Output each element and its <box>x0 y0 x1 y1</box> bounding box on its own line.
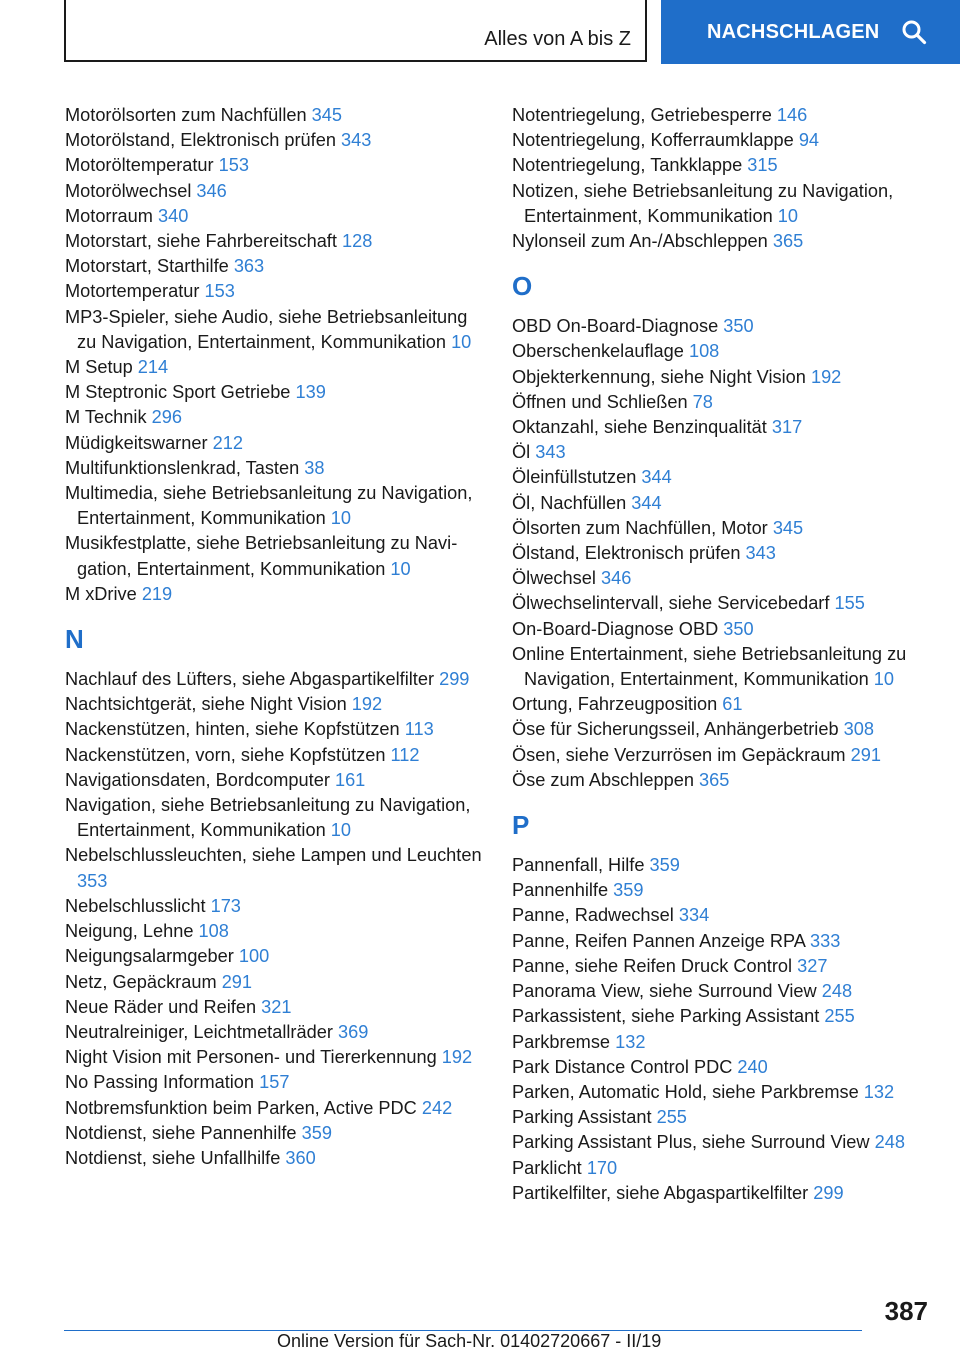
index-entry <box>512 1080 942 1105</box>
index-page-link[interactable]: 10 <box>873 669 895 690</box>
index-page-link[interactable]: 345 <box>772 517 804 538</box>
index-entry <box>512 1181 942 1206</box>
index-page-link[interactable]: 350 <box>723 618 754 639</box>
index-entry <box>65 204 490 229</box>
index-page-link[interactable]: 192 <box>441 1047 473 1068</box>
index-page-link[interactable]: 317 <box>771 417 803 438</box>
index-entry <box>65 1070 490 1095</box>
index-page-link[interactable]: 100 <box>238 946 270 967</box>
index-entry-text: Multifunktionslenkrad, Tasten <box>65 457 300 478</box>
index-letter-heading: N <box>65 624 84 655</box>
index-page-link[interactable]: 343 <box>535 442 566 463</box>
index-entry <box>512 314 942 339</box>
index-page-link[interactable]: 344 <box>641 467 672 488</box>
index-entry-text: No Passing Information <box>65 1072 255 1093</box>
index-page-link[interactable]: 353 <box>77 870 108 891</box>
index-page-link[interactable]: 61 <box>722 694 743 715</box>
index-entry <box>65 431 490 456</box>
index-entry <box>65 995 490 1020</box>
index-page-link[interactable]: 363 <box>233 256 265 277</box>
index-entry <box>65 1121 490 1146</box>
index-page-link[interactable]: 108 <box>198 921 229 942</box>
index-page-link[interactable]: 153 <box>218 155 250 176</box>
index-page-link[interactable]: 345 <box>311 105 343 125</box>
index-entry <box>512 179 942 229</box>
index-entry-text: Öse zum Abschleppen <box>512 769 694 790</box>
index-page-link[interactable]: 128 <box>341 231 373 252</box>
index-entry <box>65 743 490 768</box>
index-page-link[interactable]: 291 <box>850 744 882 765</box>
index-entry <box>512 743 942 768</box>
index-page-link[interactable]: 359 <box>613 880 644 901</box>
index-page-link[interactable]: 132 <box>615 1031 646 1052</box>
index-entry <box>65 919 490 944</box>
index-entry-text: Parking Assistant <box>512 1107 652 1128</box>
index-page-link[interactable]: 315 <box>747 155 778 176</box>
index-page-link[interactable]: 346 <box>600 568 632 589</box>
index-entry <box>65 481 490 531</box>
index-entry <box>65 970 490 995</box>
index-entry <box>65 793 490 843</box>
index-entry-text: Parkbremse <box>512 1031 611 1052</box>
index-entry-text: M Setup <box>65 357 133 378</box>
index-page-link[interactable]: 333 <box>809 930 841 951</box>
index-entry <box>65 1096 490 1121</box>
index-entry-text: Nylonseil zum An-/Abschleppen <box>512 231 768 252</box>
index-entry-text: M xDrive <box>65 583 137 604</box>
index-page-link[interactable]: 94 <box>798 130 820 151</box>
index-entry-text: Notentriegelung, Tankklappe <box>512 155 743 176</box>
index-entry <box>512 415 942 440</box>
index-entry-text: Parkassistent, siehe Parking Assistant <box>512 1006 820 1027</box>
index-entry-text: Ölsorten zum Nachfüllen, Motor <box>512 517 768 538</box>
index-page-link[interactable]: 255 <box>824 1006 855 1027</box>
header-section-box <box>64 0 647 62</box>
index-entry <box>65 153 490 178</box>
index-entry-text: Ölwechsel <box>512 568 596 589</box>
index-entry-text: Motorölsorten zum Nachfüllen <box>65 105 307 125</box>
index-page-link[interactable]: 248 <box>821 981 853 1002</box>
index-entry <box>65 582 490 607</box>
index-page-link[interactable]: 299 <box>813 1182 844 1203</box>
index-entry-text: Panne, siehe Reifen Druck Control <box>512 955 793 976</box>
index-page-link[interactable]: 146 <box>776 105 808 125</box>
index-entry <box>512 1156 942 1181</box>
index-page-link[interactable]: 155 <box>834 593 865 614</box>
index-entry <box>65 380 490 405</box>
index-page-link[interactable]: 113 <box>404 719 434 740</box>
index-entry-text: Pannenhilfe <box>512 880 609 901</box>
index-entry <box>512 617 942 642</box>
index-entry-text: Motortemperatur <box>65 281 200 302</box>
index-entry-text: Night Vision mit Personen- und Tiererkennung <box>65 1047 437 1068</box>
index-entry-text: Öl <box>512 442 531 463</box>
index-page-link[interactable]: 112 <box>390 744 420 765</box>
index-entry-text: Navigationsdaten, Bordcomputer <box>65 769 330 790</box>
section-title: Alles von A bis Z <box>484 28 631 50</box>
index-entry <box>512 440 942 465</box>
index-entry <box>512 692 942 717</box>
index-entry <box>512 642 942 692</box>
index-entry-text: Ösen, siehe Verzurrösen im Gepäckraum <box>512 744 846 765</box>
index-letter-heading: O <box>512 271 533 302</box>
index-entry-text: Notentriegelung, Kofferraumklappe <box>512 130 794 151</box>
index-page-link[interactable]: 10 <box>777 205 798 226</box>
index-entry <box>512 1004 942 1029</box>
index-entry <box>512 1130 942 1155</box>
online-version-label: Online Version für Sach-Nr. 01402720667 - II/19 <box>277 1331 662 1351</box>
index-entry-text: Öl, Nachfüllen <box>512 492 627 513</box>
index-entry-text: M Steptronic Sport Getriebe <box>65 382 291 403</box>
index-page-link[interactable]: 10 <box>390 558 411 579</box>
index-entry-text: Notdienst, siehe Unfallhilfe <box>65 1147 281 1168</box>
index-page-link[interactable]: 344 <box>631 492 662 513</box>
index-entry <box>512 979 942 1004</box>
index-letter-heading: P <box>512 810 530 841</box>
index-entry-text: Navigation, siehe Betriebsanleitung zu Navigation, Entertainment, Kommunikation <box>65 795 471 841</box>
search-icon[interactable] <box>901 19 927 45</box>
index-page-link[interactable]: 240 <box>737 1056 768 1077</box>
index-page-link[interactable]: 10 <box>451 331 472 352</box>
index-entry <box>512 541 942 566</box>
index-entry-text: Neue Räder und Reifen <box>65 996 257 1017</box>
index-entry <box>512 878 942 903</box>
index-entry-text: Objekterkennung, siehe Night Vision <box>512 366 806 387</box>
index-entry-text: Ortung, Fahrzeugposition <box>512 694 718 715</box>
index-entry <box>512 153 942 178</box>
index-page-link[interactable]: 255 <box>656 1107 687 1128</box>
index-entry <box>512 853 942 878</box>
index-entry-text: Nebelschlusslicht <box>65 895 206 916</box>
index-entry-text: Neigung, Lehne <box>65 921 194 942</box>
index-entry-text: Panne, Reifen Pannen Anzeige RPA <box>512 930 805 951</box>
tab-nachschlagen[interactable] <box>661 0 960 64</box>
index-page-link[interactable]: 369 <box>337 1021 369 1042</box>
index-entry-text: Multimedia, siehe Betriebsanleitung zu Navigation, Entertainment, Kommunikation <box>65 483 473 529</box>
index-entry-text: Pannenfall, Hilfe <box>512 855 645 876</box>
index-page-link[interactable]: 343 <box>745 543 776 564</box>
index-entry <box>65 103 490 128</box>
index-entry-text: Motorstart, Starthilfe <box>65 256 229 277</box>
index-entry-text: Motorölstand, Elektronisch prüfen <box>65 130 336 151</box>
index-entry <box>512 339 942 364</box>
index-entry <box>65 279 490 304</box>
index-entry-text: Nebelschlussleuchten, siehe Lampen und Leuchten <box>65 845 482 866</box>
index-page-link[interactable]: 153 <box>204 281 235 302</box>
index-page-link[interactable]: 350 <box>723 316 754 337</box>
index-entry-text: Partikelfilter, siehe Abgaspartikelfilter <box>512 1182 809 1203</box>
index-entry <box>65 944 490 969</box>
page-number: 387 <box>884 1296 928 1326</box>
index-page-link[interactable]: 219 <box>141 583 173 604</box>
index-entry <box>65 1020 490 1045</box>
index-entry <box>65 405 490 430</box>
index-page-link[interactable]: 359 <box>649 855 680 876</box>
index-page-link[interactable]: 214 <box>137 357 169 378</box>
index-entry-text: OBD On-Board-Diagnose <box>512 316 719 337</box>
index-entry-text: Park Distance Control PDC <box>512 1056 733 1077</box>
index-entry-text: Nackenstützen, hinten, siehe Kopfstützen <box>65 719 400 740</box>
index-entry-text: Öse für Sicherungsseil, Anhängerbetrieb <box>512 719 839 740</box>
index-page-link[interactable]: 139 <box>295 382 326 403</box>
index-entry-text: Neigungsalarmgeber <box>65 946 234 967</box>
index-entry-text: Panne, Radwechsel <box>512 905 674 926</box>
index-entry-text: Oberschenkelauflage <box>512 341 684 362</box>
index-entry <box>512 1055 942 1080</box>
index-entry <box>65 768 490 793</box>
index-page-link[interactable]: 334 <box>678 905 710 926</box>
index-entry <box>65 1045 490 1070</box>
index-entry <box>512 929 942 954</box>
index-entry-text: Nachlauf des Lüfters, siehe Abgaspartikelfilter <box>65 669 435 690</box>
index-entry-text: Panorama View, siehe Surround View <box>512 981 817 1002</box>
index-entry-text: MP3-Spieler, siehe Audio, siehe Betriebsanleitung zu Navigation, Entertainment, Kommunikation <box>65 306 468 352</box>
index-page-link[interactable]: 360 <box>285 1147 316 1168</box>
index-entry <box>512 365 942 390</box>
index-entry-text: Parken, Automatic Hold, siehe Parkbremse <box>512 1081 859 1102</box>
index-page-link[interactable]: 296 <box>151 407 182 428</box>
index-entry-text: Motoröltemperatur <box>65 155 214 176</box>
index-entry-text: Motorstart, siehe Fahrbereitschaft <box>65 231 337 252</box>
index-entry <box>65 305 490 355</box>
index-entry-text: Parking Assistant Plus, siehe Surround View <box>512 1132 870 1153</box>
index-page-link[interactable]: 192 <box>351 694 383 715</box>
index-entry-text: Online Entertainment, siehe Betriebsanleitung zu Navigation, Entertainment, Kommunikation <box>512 643 907 690</box>
index-entry <box>512 717 942 742</box>
index-entry-text: Notizen, siehe Betriebsanleitung zu Navigation, Entertainment, Kommunikation <box>512 180 894 226</box>
index-entry <box>65 531 490 581</box>
index-entry-text: Oktanzahl, siehe Benzinqualität <box>512 417 767 438</box>
index-entry <box>65 229 490 254</box>
index-page-link[interactable]: 108 <box>688 341 720 362</box>
index-page-link[interactable]: 321 <box>261 996 292 1017</box>
tab-label: NACHSCHLAGEN <box>707 20 880 43</box>
index-entry-text: On-Board-Diagnose OBD <box>512 618 719 639</box>
index-entry-text: Öleinfüllstutzen <box>512 467 637 488</box>
index-page-link[interactable]: 365 <box>772 231 804 252</box>
index-entry <box>65 843 490 893</box>
index-entry-text: Ölstand, Elektronisch prüfen <box>512 543 741 564</box>
index-page-link[interactable]: 242 <box>421 1097 453 1118</box>
index-entry-text: M Technik <box>65 407 147 428</box>
index-page-link[interactable]: 291 <box>221 971 253 992</box>
index-entry <box>65 254 490 279</box>
index-entry-text: Nachtsichtgerät, siehe Night Vision <box>65 694 347 715</box>
index-entry-text: Motorölwechsel <box>65 180 192 201</box>
index-page-link[interactable]: 10 <box>330 820 351 841</box>
index-column-right <box>512 103 942 1206</box>
index-page-link[interactable]: 343 <box>341 130 372 151</box>
index-entry <box>512 465 942 490</box>
index-page-link[interactable]: 308 <box>843 719 874 740</box>
index-entry <box>512 103 942 128</box>
index-entry <box>65 355 490 380</box>
index-entry <box>65 128 490 153</box>
index-page-link[interactable]: 173 <box>210 895 241 916</box>
index-page-link[interactable]: 248 <box>874 1132 905 1153</box>
index-entry-text: Motorraum <box>65 205 153 226</box>
index-page-link[interactable]: 38 <box>304 457 325 478</box>
index-page-link[interactable]: 340 <box>158 205 189 226</box>
index-column-left <box>65 103 490 1171</box>
index-entry-text: Müdigkeitswarner <box>65 432 208 453</box>
index-entry <box>65 1146 490 1171</box>
index-page-link[interactable]: 170 <box>586 1157 618 1178</box>
index-page-link[interactable]: 78 <box>692 391 713 412</box>
index-entry-text: Öffnen und Schließen <box>512 391 688 412</box>
index-entry-text: Netz, Gepäckraum <box>65 971 217 992</box>
index-page-link[interactable]: 192 <box>810 366 842 387</box>
index-page-link[interactable]: 161 <box>334 769 366 790</box>
index-entry <box>512 491 942 516</box>
index-entry-text: Ölwechselintervall, siehe Servicebedarf <box>512 593 830 614</box>
index-page-link[interactable]: 299 <box>439 669 470 690</box>
index-entry <box>65 179 490 204</box>
index-page-link[interactable]: 157 <box>259 1072 290 1093</box>
index-entry <box>512 903 942 928</box>
index-page-link[interactable]: 10 <box>330 508 351 529</box>
index-page-link[interactable]: 212 <box>212 432 243 453</box>
index-page-link[interactable]: 132 <box>863 1081 895 1102</box>
index-entry <box>65 692 490 717</box>
index-entry <box>512 390 942 415</box>
index-entry-text: Nackenstützen, vorn, siehe Kopfstützen <box>65 744 386 765</box>
index-entry <box>65 667 490 692</box>
index-entry <box>512 128 942 153</box>
index-entry <box>512 1030 942 1055</box>
index-entry <box>65 717 490 742</box>
index-entry-text: Parklicht <box>512 1157 582 1178</box>
index-entry-text: Notbremsfunktion beim Parken, Active PDC <box>65 1097 417 1118</box>
index-entry <box>512 516 942 541</box>
index-entry <box>512 591 942 616</box>
index-entry <box>512 566 942 591</box>
index-page-link[interactable]: 359 <box>301 1122 332 1143</box>
index-page-link[interactable]: 346 <box>196 180 227 201</box>
index-entry <box>512 768 942 793</box>
index-entry-text: Neutralreiniger, Leichtmetallräder <box>65 1021 333 1042</box>
index-entry-text: Musikfestplatte, siehe Betriebsanleitung zu Navigation, Entertainment, Kommunikation <box>65 533 458 579</box>
index-entry-text: Notdienst, siehe Pannenhilfe <box>65 1122 297 1143</box>
index-entry <box>512 1105 942 1130</box>
index-page-link[interactable]: 365 <box>699 769 730 790</box>
index-entry <box>65 456 490 481</box>
index-entry <box>65 894 490 919</box>
index-entry <box>512 954 942 979</box>
index-entry-text: Notentriegelung, Getriebesperre <box>512 105 772 125</box>
index-page-link[interactable]: 327 <box>797 955 828 976</box>
index-entry <box>512 229 942 254</box>
